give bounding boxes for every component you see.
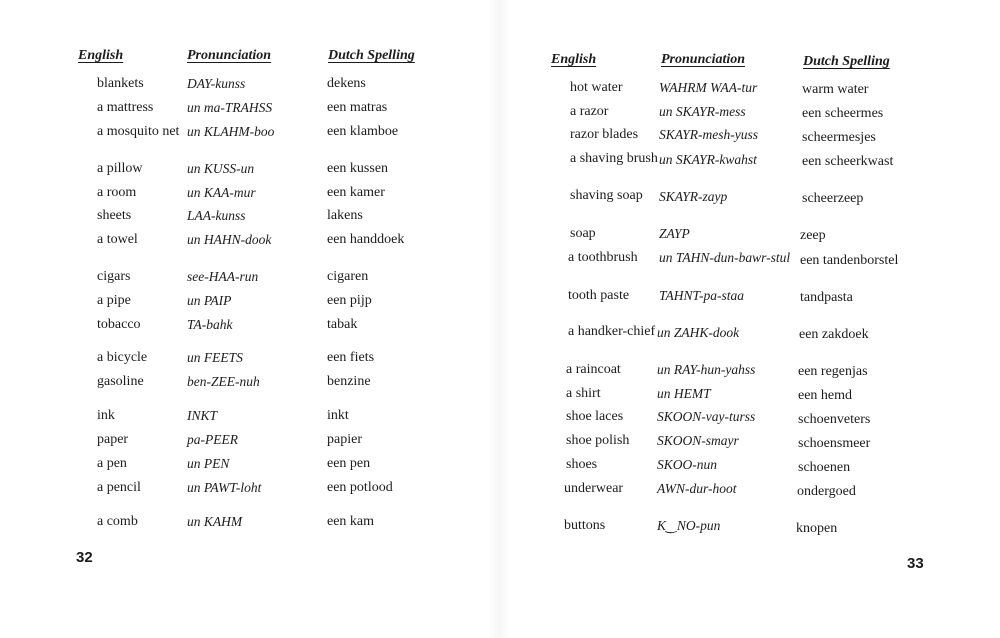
- dutch-word: schoensmeer: [798, 436, 871, 451]
- english-word: tobacco: [97, 317, 141, 332]
- english-word: a pipe: [97, 293, 131, 308]
- pronunciation: un KAHM: [187, 514, 243, 529]
- english-word: razor blades: [570, 127, 639, 142]
- english-word: shoes: [566, 457, 598, 472]
- pronunciation: DAY-kunss: [187, 76, 246, 91]
- english-word: hot water: [570, 80, 623, 95]
- english-word: ink: [97, 408, 115, 423]
- pronunciation: ben-ZEE-nuh: [187, 374, 260, 389]
- dutch-word: cigaren: [327, 269, 369, 284]
- pronunciation: un RAY-hun-yahss: [657, 362, 756, 377]
- dutch-word: tandpasta: [800, 290, 853, 305]
- english-word: a comb: [97, 514, 138, 529]
- dutch-word: knopen: [796, 521, 838, 536]
- pronunciation: un KLAHM-boo: [187, 124, 275, 139]
- dutch-word: schoenveters: [798, 412, 871, 427]
- dutch-word: een kam: [327, 514, 375, 529]
- pronunciation: un TAHN-dun-bawr-stul: [659, 250, 791, 265]
- pronunciation: un ZAHK-dook: [657, 325, 740, 340]
- dutch-word: een tandenborstel: [800, 253, 899, 268]
- pronunciation: un HAHN-dook: [187, 232, 272, 247]
- pronunciation: un SKAYR-kwahst: [659, 152, 757, 167]
- dutch-word: inkt: [327, 408, 349, 423]
- dutch-word: een regenjas: [798, 364, 868, 379]
- english-word: sheets: [97, 208, 132, 223]
- pronunciation: see-HAA-run: [187, 269, 259, 284]
- english-word: buttons: [564, 518, 606, 533]
- pronunciation: WAHRM WAA-tur: [659, 80, 758, 95]
- dutch-word: een pijp: [327, 293, 372, 308]
- english-word: a raincoat: [566, 362, 621, 377]
- english-word: shoe polish: [566, 433, 630, 448]
- dutch-word: warm water: [802, 82, 869, 97]
- dutch-word: scheerzeep: [802, 191, 864, 206]
- pronunciation: INKT: [187, 408, 218, 423]
- pronunciation: LAA-kunss: [187, 208, 246, 223]
- dutch-word: benzine: [327, 374, 371, 389]
- english-word: blankets: [97, 76, 144, 91]
- english-word: a shaving brush: [570, 151, 658, 166]
- dutch-word: een matras: [327, 100, 388, 115]
- english-word: a pencil: [97, 480, 141, 495]
- pronunciation: SKOON-vay-turss: [657, 409, 756, 424]
- dutch-word: een handdoek: [327, 232, 405, 247]
- header-pronunciation: Pronunciation: [661, 52, 746, 67]
- english-word: cigars: [97, 269, 131, 284]
- pronunciation: un HEMT: [657, 386, 711, 401]
- english-word: a mosquito net: [97, 124, 180, 139]
- english-word: a room: [97, 185, 137, 200]
- dutch-word: een kamer: [327, 185, 385, 200]
- pronunciation: un FEETS: [187, 350, 243, 365]
- pronunciation: pa-PEER: [187, 432, 238, 447]
- pronunciation: un PAIP: [187, 293, 232, 308]
- english-word: a mattress: [97, 100, 154, 115]
- english-word: tooth paste: [568, 288, 630, 303]
- english-word: shoe laces: [566, 409, 624, 424]
- pronunciation: SKOON-smayr: [657, 433, 739, 448]
- pronunciation: un PEN: [187, 456, 230, 471]
- pronunciation: un KUSS-un: [187, 161, 255, 176]
- pronunciation: SKAYR-zayp: [659, 189, 728, 204]
- pronunciation: AWN-dur-hoot: [657, 481, 737, 496]
- pronunciation: SKAYR-mesh-yuss: [659, 127, 758, 142]
- english-word: a handker-chief: [568, 324, 656, 339]
- dutch-word: schoenen: [798, 460, 851, 475]
- english-word: soap: [570, 226, 596, 241]
- pronunciation: un PAWT-loht: [187, 480, 262, 495]
- dutch-word: een zakdoek: [799, 327, 869, 342]
- pronunciation: K‿NO-pun: [657, 518, 721, 533]
- header-english: English: [551, 52, 597, 67]
- english-word: a bicycle: [97, 350, 148, 365]
- dutch-word: een hemd: [798, 388, 853, 403]
- pronunciation: un SKAYR-mess: [659, 104, 746, 119]
- dutch-word: zeep: [800, 228, 826, 243]
- english-word: a shirt: [566, 386, 601, 401]
- dutch-word: een scheermes: [802, 106, 884, 121]
- english-word: underwear: [564, 481, 624, 496]
- pronunciation: ZAYP: [659, 226, 690, 241]
- pronunciation: un KAA-mur: [187, 185, 256, 200]
- dutch-word: een potlood: [327, 480, 393, 495]
- header-pronunciation: Pronunciation: [187, 48, 272, 63]
- dutch-word: een kussen: [327, 161, 389, 176]
- dutch-word: papier: [327, 432, 362, 447]
- dutch-word: een klamboe: [327, 124, 399, 139]
- english-word: a pen: [97, 456, 127, 471]
- dutch-word: een fiets: [327, 350, 375, 365]
- pronunciation: TA-bahk: [187, 317, 233, 332]
- dutch-word: een scheerkwast: [802, 154, 894, 169]
- pronunciation: TAHNT-pa-staa: [659, 288, 745, 303]
- dutch-word: dekens: [327, 76, 366, 91]
- dutch-word: lakens: [327, 208, 363, 223]
- english-word: a toothbrush: [568, 250, 638, 265]
- english-word: a towel: [97, 232, 138, 247]
- page-number: 33: [907, 555, 924, 572]
- page-number: 32: [76, 549, 93, 566]
- english-word: shaving soap: [570, 188, 643, 203]
- dutch-word: scheermesjes: [802, 130, 876, 145]
- pronunciation: un ma-TRAHSS: [187, 100, 273, 115]
- right-page: [500, 0, 1000, 638]
- english-word: a pillow: [97, 161, 143, 176]
- pronunciation: SKOO-nun: [657, 457, 717, 472]
- english-word: gasoline: [97, 374, 144, 389]
- english-word: a razor: [570, 104, 609, 119]
- dutch-word: een pen: [327, 456, 371, 471]
- dutch-word: ondergoed: [797, 484, 856, 499]
- header-dutch-spelling: Dutch Spelling: [328, 48, 415, 63]
- header-dutch-spelling: Dutch Spelling: [803, 54, 890, 69]
- header-english: English: [78, 48, 124, 63]
- english-word: paper: [97, 432, 129, 447]
- dutch-word: tabak: [327, 317, 358, 332]
